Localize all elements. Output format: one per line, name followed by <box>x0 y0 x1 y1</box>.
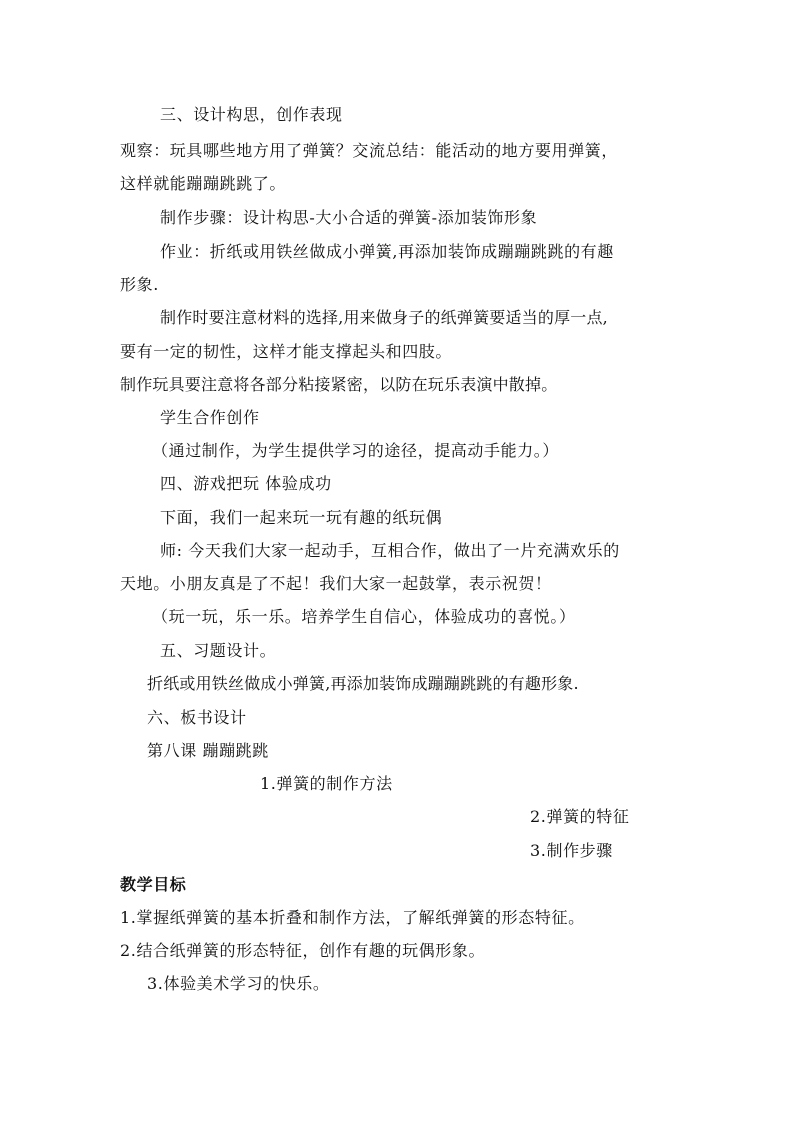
board-lesson-title: 第八课 蹦蹦跳跳 <box>147 741 269 760</box>
section-heading-game: 四、游戏把玩 体验成功 <box>160 474 332 493</box>
paragraph-teacher-line-1: 师: 今天我们大家一起动手，互相合作，做出了一片充满欢乐的 <box>160 541 620 560</box>
section-heading-board: 六、板书设计 <box>147 708 247 727</box>
board-item-1: 1.弹簧的制作方法 <box>260 774 393 793</box>
paragraph-observe-line-1: 观察：玩具哪些地方用了弹簧？交流总结：能活动的地方要用弹簧， <box>120 141 619 160</box>
board-item-3: 3.制作步骤 <box>530 841 613 860</box>
paragraph-note-making: （通过制作，为学生提供学习的途径，提高动手能力。） <box>152 441 560 460</box>
paragraph-teacher-line-2: 天地。小朋友真是了不起！我们大家一起鼓掌，表示祝贺！ <box>120 574 552 593</box>
section-heading-exercise: 五、习题设计。 <box>160 641 277 660</box>
section-heading-goals: 教学目标 <box>120 875 187 894</box>
paragraph-exercise: 折纸或用铁丝做成小弹簧,再添加装饰成蹦蹦跳跳的有趣形象. <box>147 674 579 693</box>
goal-item-2: 2.结合纸弹簧的形态特征，创作有趣的玩偶形象。 <box>120 941 486 960</box>
paragraph-homework-line-1: 作业：折纸或用铁丝做成小弹簧,再添加装饰成蹦蹦跳跳的有趣 <box>160 242 614 261</box>
section-heading-design: 三、设计构思，创作表现 <box>160 105 343 124</box>
paragraph-note-play: （玩一玩，乐一乐。培养学生自信心，体验成功的喜悦。） <box>152 607 576 626</box>
paragraph-observe-line-2: 这样就能蹦蹦跳跳了。 <box>120 174 287 193</box>
paragraph-material-line-2: 要有一定的韧性，这样才能支撑起头和四肢。 <box>120 342 453 361</box>
paragraph-cooperate: 学生合作创作 <box>160 408 260 427</box>
goal-item-1: 1.掌握纸弹簧的基本折叠和制作方法，了解纸弹簧的形态特征。 <box>120 908 585 927</box>
paragraph-material-line-1: 制作时要注意材料的选择,用来做身子的纸弹簧要适当的厚一点, <box>160 308 608 327</box>
paragraph-homework-line-2: 形象. <box>120 275 159 294</box>
board-item-2: 2.弹簧的特征 <box>530 807 630 826</box>
goal-item-3: 3.体验美术学习的快乐。 <box>147 974 330 993</box>
paragraph-glue: 制作玩具要注意将各部分粘接紧密，以防在玩乐表演中散掉。 <box>120 375 558 394</box>
paragraph-steps: 制作步骤：设计构思-大小合适的弹簧-添加装饰形象 <box>160 208 538 227</box>
paragraph-play: 下面，我们一起来玩一玩有趣的纸玩偶 <box>160 508 443 527</box>
